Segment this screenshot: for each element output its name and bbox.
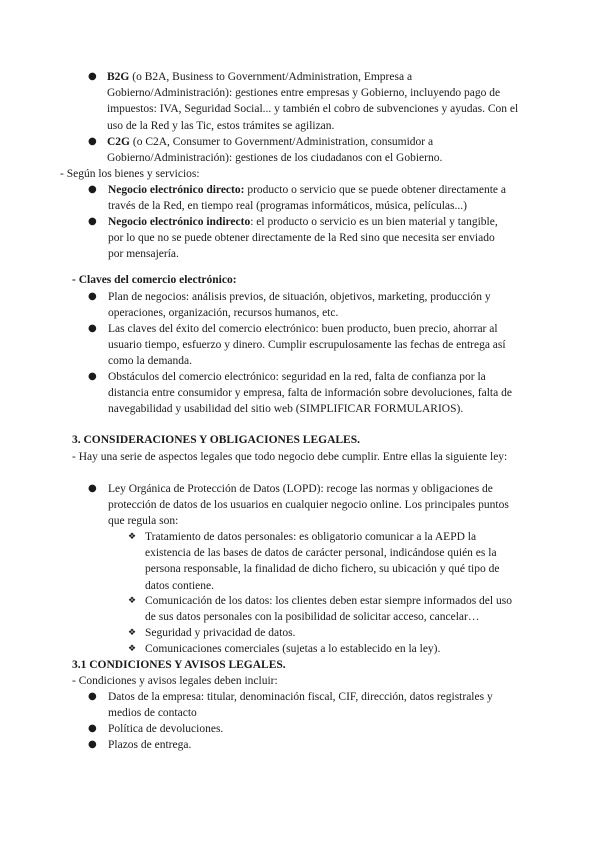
section-3-title: 3. CONSIDERACIONES Y OBLIGACIONES LEGALES. bbox=[72, 434, 360, 446]
lopd-point-text: Seguridad y privacidad de datos. bbox=[145, 627, 296, 639]
diamond-bullet-icon: ❖ bbox=[128, 644, 137, 654]
b2g-term: B2G bbox=[107, 71, 130, 83]
c2g-text: (o C2A, Consumer to Government/Administration, consumidor a Gobierno/Administración): gestiones de los ciudadanos con el Gobierno. bbox=[107, 136, 443, 165]
keys-item-obstacles bbox=[0, 369, 600, 418]
conditions-item-delivery bbox=[0, 737, 600, 753]
conditions-item-text: Datos de la empresa: titular, denominación fiscal, CIF, dirección, datos registrales y medios de contacto bbox=[108, 691, 493, 720]
diamond-bullet-icon: ❖ bbox=[128, 532, 137, 542]
keys-heading bbox=[0, 272, 600, 288]
keys-heading-text: - Claves del comercio electrónico: bbox=[72, 274, 237, 286]
section-3-1-title: 3.1 CONDICIONES Y AVISOS LEGALES. bbox=[72, 659, 286, 671]
keys-item-text: Obstáculos del comercio electrónico: seguridad en la red, falta de confianza por la distancia entre consumidor y empresa, falta de información sobre devoluciones, falta de navegabilidad y usabilidad del sitio web (SIMPLIFICAR FORMULARIOS). bbox=[108, 371, 512, 416]
goods-item-text: : el producto o servicio es un bien material y tangible, por lo que no se puede obtener directamente de la Red sino que necesita ser enviado por mensajería. bbox=[108, 216, 498, 261]
c2g-bullet bbox=[0, 134, 600, 166]
keys-item-success bbox=[0, 321, 600, 370]
goods-item-direct bbox=[0, 182, 600, 214]
conditions-item-company bbox=[0, 689, 600, 721]
bullet-dot: ● bbox=[88, 136, 97, 147]
lopd-point-commercial bbox=[0, 641, 600, 657]
bullet-dot: ● bbox=[88, 323, 97, 334]
section-3-1-intro: - Condiciones y avisos legales deben incluir: bbox=[72, 675, 278, 687]
bullet-dot: ● bbox=[88, 216, 97, 227]
goods-item-indirect bbox=[0, 214, 600, 263]
goods-heading: - Según los bienes y servicios: bbox=[60, 168, 200, 180]
diamond-bullet-icon: ❖ bbox=[128, 596, 137, 606]
bullet-dot: ● bbox=[88, 691, 97, 702]
section-3-intro: - Hay una serie de aspectos legales que todo negocio debe cumplir. Entre ellas la siguiente ley: bbox=[72, 451, 508, 463]
bullet-dot: ● bbox=[88, 291, 97, 302]
lopd-point-text: Comunicación de los datos: los clientes deben estar siempre informados del uso de sus datos personales con la posibilidad de solicitar acceso, cancelar… bbox=[145, 595, 512, 624]
goods-item-term: Negocio electrónico directo: bbox=[108, 184, 245, 196]
lopd-point-treatment bbox=[0, 529, 600, 594]
lopd-point-security bbox=[0, 625, 600, 641]
c2g-term: C2G bbox=[107, 136, 130, 148]
lopd-point-text: Tratamiento de datos personales: es obligatorio comunicar a la AEPD la existencia de las bases de datos de carácter personal, indicándose quién es la persona responsable, la finalidad de dicho fichero, su ubicación y qué tipo de datos contiene. bbox=[145, 531, 500, 592]
b2g-bullet bbox=[0, 69, 600, 134]
keys-item-text: Las claves del éxito del comercio electrónico: buen producto, buen precio, ahorrar al usuario tiempo, esfuerzo y dinero. Cumplir escrupulosamente las fechas de entrega así como la demanda. bbox=[108, 323, 506, 368]
bullet-dot: ● bbox=[88, 71, 97, 82]
conditions-item-returns bbox=[0, 721, 600, 737]
conditions-item-text: Política de devoluciones. bbox=[108, 723, 224, 735]
lopd-point-text: Comunicaciones comerciales (sujetas a lo establecido en la ley). bbox=[145, 643, 441, 655]
bullet-dot: ● bbox=[88, 371, 97, 382]
conditions-item-text: Plazos de entrega. bbox=[108, 739, 192, 751]
lopd-text: Ley Orgánica de Protección de Datos (LOPD): recoge las normas y obligaciones de protección de datos de los usuarios en cualquier negocio online. Los principales puntos que regula son: bbox=[108, 483, 509, 528]
lopd-point-communication bbox=[0, 593, 600, 625]
keys-item-plan bbox=[0, 289, 600, 321]
bullet-dot: ● bbox=[88, 483, 97, 494]
bullet-dot: ● bbox=[88, 739, 97, 750]
bullet-dot: ● bbox=[88, 184, 97, 195]
goods-item-text: producto o servicio que se puede obtener directamente a través de la Red, en tiempo real (programas informáticos, música, películas...) bbox=[108, 184, 506, 213]
keys-item-text: Plan de negocios: análisis previos, de situación, objetivos, marketing, producción y operaciones, organización, recursos humanos, etc. bbox=[108, 291, 491, 320]
b2g-text: (o B2A, Business to Government/Administration, Empresa a Gobierno/Administración): gestiones entre empresas y Gobierno, incluyendo pago de impuestos: IVA, Seguridad Social... y también el cobro de subvenciones y ayudas. Con el uso de la Red y las Tic, estos trámites se agilizan. bbox=[107, 71, 519, 132]
diamond-bullet-icon: ❖ bbox=[128, 628, 137, 638]
lopd-bullet bbox=[0, 481, 600, 530]
goods-item-term: Negocio electrónico indirecto bbox=[108, 216, 251, 228]
bullet-dot: ● bbox=[88, 723, 97, 734]
